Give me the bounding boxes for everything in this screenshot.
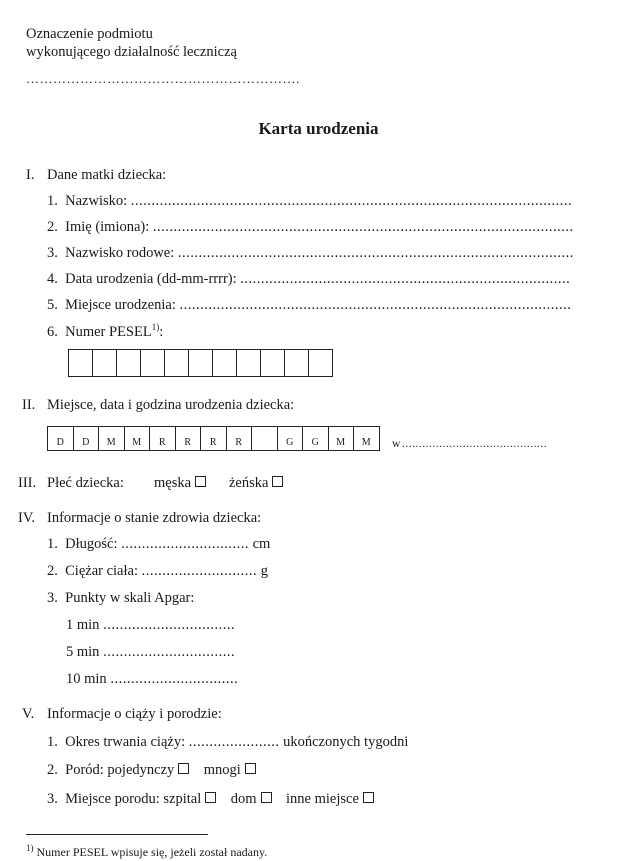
entity-label-line1: Oznaczenie podmiotu (26, 26, 153, 42)
apgar-10min-label: 10 min (66, 671, 107, 687)
weight-row (47, 563, 268, 580)
weight-label: Ciężar ciała: (65, 563, 138, 579)
item-number: 3. (47, 245, 58, 261)
apgar-1min-field[interactable]: ................................ (103, 617, 236, 633)
item-number: 1. (47, 734, 58, 750)
pregnancy-duration-label: Okres trwania ciąży: (65, 734, 186, 750)
delivery-place-row (47, 791, 374, 808)
pesel-digit-box[interactable] (261, 349, 285, 377)
datetime-box[interactable]: M (125, 426, 151, 451)
page-title: Karta urodzenia (258, 119, 379, 138)
mother-firstname-field[interactable]: ...................................................................................................... (152, 219, 574, 235)
footnote-divider (26, 834, 208, 835)
mother-maiden-name-row (47, 245, 574, 262)
mother-firstname-row (47, 219, 574, 236)
datetime-box[interactable]: M (329, 426, 355, 451)
length-unit: cm (252, 536, 271, 552)
mother-birthdate-label: Data urodzenia (dd-mm-rrrr): (65, 271, 237, 287)
delivery-multiple-checkbox[interactable] (245, 763, 256, 774)
entity-fill-line[interactable]: ……………………………………………………. (26, 71, 300, 86)
male-label: męska (154, 475, 192, 491)
item-number: 4. (47, 271, 58, 287)
pesel-row (47, 322, 163, 341)
mother-birthplace-field[interactable]: ............................................................................................... (179, 297, 572, 313)
place-other-checkbox[interactable] (363, 792, 374, 803)
place-home-label: dom (230, 791, 257, 807)
footnote-marker: 1) (26, 843, 34, 853)
apgar-1min-label: 1 min (66, 617, 100, 633)
pregnancy-duration-field[interactable]: ...................... (188, 734, 280, 750)
datetime-separator-box (252, 426, 278, 451)
pesel-digit-box[interactable] (213, 349, 237, 377)
pregnancy-duration-suffix: ukończonych tygodni (283, 734, 409, 750)
section-5-heading: Informacje o ciąży i porodzie: (47, 706, 222, 722)
apgar-row (47, 590, 194, 607)
item-number: 3. (47, 791, 58, 807)
female-checkbox[interactable] (272, 476, 283, 487)
pesel-digit-box[interactable] (117, 349, 141, 377)
place-hospital-checkbox[interactable] (205, 792, 216, 803)
item-number: 5. (47, 297, 58, 313)
item-number: 2. (47, 762, 58, 778)
section-4-number: IV. (18, 510, 36, 526)
section-1-heading: Dane matki dziecka: (47, 167, 167, 183)
section-3-number: III. (18, 475, 37, 491)
pesel-digit-box[interactable] (189, 349, 213, 377)
footnote (26, 843, 267, 860)
weight-field[interactable]: ............................ (141, 563, 258, 579)
entity-label-line2: wykonującego działalność leczniczą (26, 44, 237, 60)
section-2-heading: Miejsce, data i godzina urodzenia dziecka: (47, 397, 295, 413)
pesel-digit-box[interactable] (69, 349, 93, 377)
sex-male-option[interactable] (154, 475, 206, 492)
mother-maiden-name-label: Nazwisko rodowe: (65, 245, 175, 261)
section-2-number: II. (22, 397, 36, 413)
apgar-5min-label: 5 min (66, 644, 100, 660)
apgar-1min-row (66, 617, 235, 634)
male-checkbox[interactable] (195, 476, 206, 487)
pesel-boxes (68, 349, 333, 377)
mother-birthdate-field[interactable]: ................................................................................ (240, 271, 571, 287)
apgar-5min-row (66, 644, 235, 661)
pesel-digit-box[interactable] (237, 349, 261, 377)
weight-unit: g (260, 563, 268, 579)
datetime-box[interactable]: G (303, 426, 329, 451)
item-number: 2. (47, 563, 58, 579)
birthplace-label-w: w (392, 438, 401, 450)
mother-birthdate-row (47, 271, 570, 288)
delivery-type-row (47, 762, 256, 779)
pregnancy-duration-row (47, 734, 408, 751)
pesel-digit-box[interactable] (165, 349, 189, 377)
section-4-heading: Informacje o stanie zdrowia dziecka: (47, 510, 262, 526)
item-number: 3. (47, 590, 58, 606)
mother-surname-field[interactable]: ........................................................................................................... (130, 193, 573, 209)
birthplace-field[interactable]: ........................................... (402, 438, 548, 450)
pesel-digit-box[interactable] (93, 349, 117, 377)
apgar-5min-field[interactable]: ................................ (103, 644, 236, 660)
footnote-text: Numer PESEL wpisuje się, jeżeli został nadany. (36, 845, 268, 859)
apgar-10min-field[interactable]: ............................... (110, 671, 239, 687)
item-number: 2. (47, 219, 58, 235)
delivery-single-label: Poród: pojedynczy (65, 762, 175, 778)
length-row (47, 536, 270, 553)
datetime-box[interactable]: D (74, 426, 100, 451)
section-1-number: I. (26, 167, 35, 183)
birth-datetime-boxes (47, 426, 380, 451)
mother-surname-row (47, 193, 572, 210)
mother-birthplace-label: Miejsce urodzenia: (65, 297, 176, 313)
place-other-label: inne miejsce (286, 791, 359, 807)
mother-firstname-label: Imię (imiona): (65, 219, 150, 235)
item-number: 6. (47, 323, 58, 340)
pesel-colon: : (159, 323, 164, 340)
footnote-ref: 1) (151, 322, 160, 332)
datetime-box[interactable]: M (354, 426, 380, 451)
item-number: 1. (47, 536, 58, 552)
apgar-10min-row (66, 671, 238, 688)
section-3-heading: Płeć dziecka: (47, 475, 124, 491)
datetime-box[interactable]: R (201, 426, 227, 451)
datetime-box[interactable]: R (150, 426, 176, 451)
pesel-label: Numer PESEL (65, 323, 152, 340)
datetime-box[interactable]: G (278, 426, 304, 451)
pesel-digit-box[interactable] (309, 349, 333, 377)
apgar-label: Punkty w skali Apgar: (65, 590, 195, 606)
datetime-box[interactable]: M (99, 426, 125, 451)
datetime-box[interactable]: R (176, 426, 202, 451)
mother-birthplace-row (47, 297, 571, 314)
pesel-digit-box[interactable] (141, 349, 165, 377)
mother-maiden-name-field[interactable]: ................................................................................................ (177, 245, 574, 261)
datetime-box[interactable]: D (48, 426, 74, 451)
length-label: Długość: (65, 536, 118, 552)
delivery-multiple-label: mnogi (203, 762, 241, 778)
place-home-checkbox[interactable] (261, 792, 272, 803)
sex-female-option[interactable] (229, 475, 283, 492)
pesel-digit-box[interactable] (285, 349, 309, 377)
place-hospital-label: Miejsce porodu: szpital (65, 791, 202, 807)
delivery-single-checkbox[interactable] (178, 763, 189, 774)
length-field[interactable]: ............................... (121, 536, 249, 552)
datetime-box[interactable]: R (227, 426, 253, 451)
mother-surname-label: Nazwisko: (65, 193, 128, 209)
female-label: żeńska (229, 475, 269, 491)
item-number: 1. (47, 193, 58, 209)
section-5-number: V. (22, 706, 35, 722)
